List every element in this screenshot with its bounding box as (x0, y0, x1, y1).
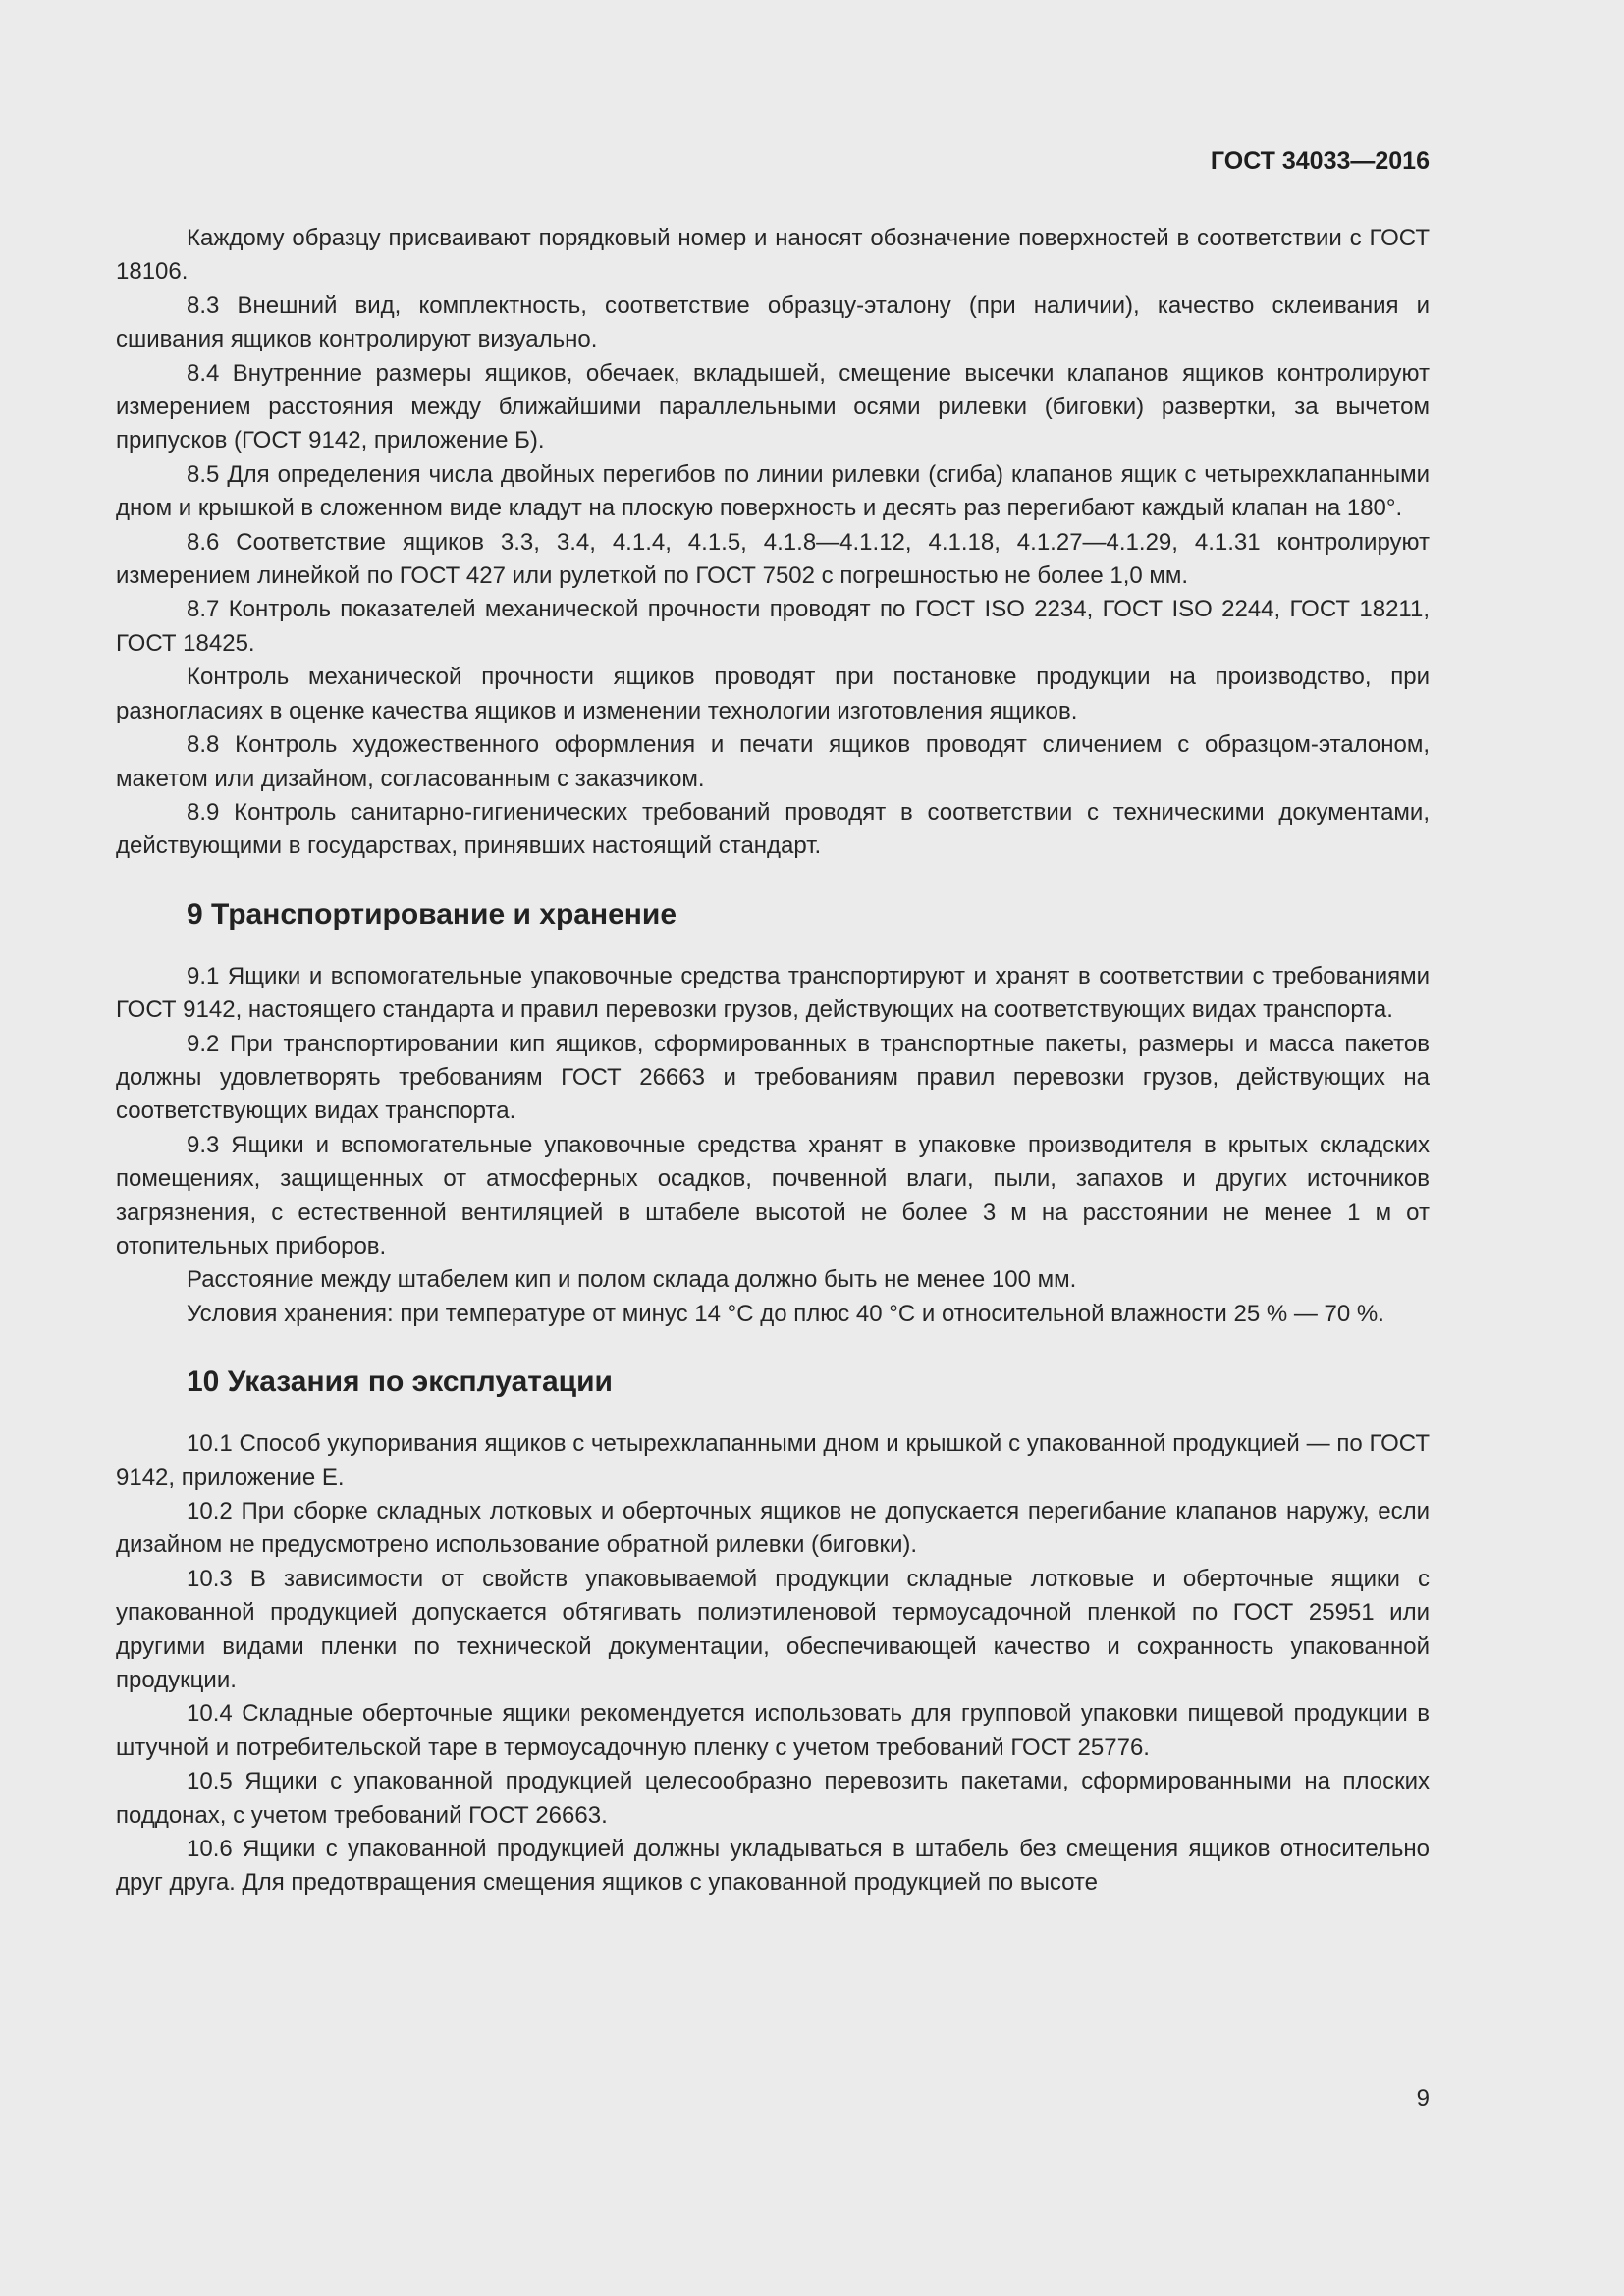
paragraph-8-2-cont: Каждому образцу присваивают порядковый номер и наносят обозначение поверхностей в соответствии с ГОСТ 18106. (116, 225, 1430, 286)
paragraph-10-6: 10.6 Ящики с упакованной продукцией должны укладываться в штабель без смещения ящиков относительно друг друга. Для предотвращения смещения ящиков с упакованной продукцией по высоте (116, 1836, 1430, 1896)
paragraph-10-1: 10.1 Способ укупоривания ящиков с четырехклапанными дном и крышкой с упакованной продукцией — по ГОСТ 9142, приложение Е. (116, 1430, 1430, 1491)
paragraph-8-6: 8.6 Соответствие ящиков 3.3, 3.4, 4.1.4, 4.1.5, 4.1.8—4.1.12, 4.1.18, 4.1.27—4.1.29, 4.1.31 контролируют измерением линейкой по ГОСТ 427 или рулеткой по ГОСТ 7502 с погрешностью не более 1,0 мм. (116, 528, 1430, 590)
paragraph-8-5: 8.5 Для определения числа двойных перегибов по линии рилевки (сгиба) клапанов ящик с четырехклапанными дном и крышкой в сложенном виде кладут на плоскую поверхность и десять раз перегибают каждый клапан на 180°. (116, 460, 1430, 522)
paragraph-10-2: 10.2 При сборке складных лотковых и оберточных ящиков не допускается перегибание клапанов наружу, если дизайном не предусмотрено использование обратной рилевки (биговки). (116, 1498, 1430, 1559)
paragraph-8-3: 8.3 Внешний вид, комплектность, соответствие образцу-эталону (при наличии), качество склеивания и сшивания ящиков контролируют визуально. (116, 292, 1430, 353)
paragraph-9-3-distance: Расстояние между штабелем кип и полом склада должно быть не менее 100 мм. (187, 1266, 1077, 1294)
paragraph-8-4: 8.4 Внутренние размеры ящиков, обечаек, вкладышей, смещение высечки клапанов ящиков контролируют измерением расстояния между ближайшими параллельными осями рилевки (биговки) развертки, за вычетом припусков (ГОСТ 9142, приложение Б). (116, 359, 1430, 454)
paragraph-8-8: 8.8 Контроль художественного оформления и печати ящиков проводят сличением с образцом-эталоном, макетом или дизайном, согласованным с заказчиком. (116, 731, 1430, 792)
section-10-heading: 10 Указания по эксплуатации (187, 1365, 614, 1399)
paragraph-10-5: 10.5 Ящики с упакованной продукцией целесообразно перевозить пакетами, сформированными на плоских поддонах, с учетом требований ГОСТ 26663. (116, 1768, 1430, 1829)
paragraph-8-7: 8.7 Контроль показателей механической прочности проводят по ГОСТ ISO 2234, ГОСТ ISO 2244, ГОСТ 18211, ГОСТ 18425. (116, 596, 1430, 657)
paragraph-9-3-conditions: Условия хранения: при температуре от минус 14 °С до плюс 40 °С и относительной влажности 25 % — 70 %. (187, 1300, 1384, 1327)
paragraph-9-2: 9.2 При транспортировании кип ящиков, сформированных в транспортные пакеты, размеры и масса пакетов должны удовлетворять требованиям ГОСТ 26663 и требованиям правил перевозки грузов, действующих на соответствующих видах транспорта. (116, 1030, 1430, 1125)
section-9-heading: 9 Транспортирование и хранение (187, 897, 677, 931)
paragraph-8-7-cont: Контроль механической прочности ящиков проводят при постановке продукции на производство, при разногласиях в оценке качества ящиков и изменении технологии изготовления ящиков. (116, 664, 1430, 724)
paragraph-10-3: 10.3 В зависимости от свойств упаковываемой продукции складные лотковые и оберточные ящики с упакованной продукцией допускается обтягивать полиэтиленовой термоусадочной пленкой по ГОСТ 25951 или другими видами пленки по технической документации, обеспечивающей качество и сохранность упакованной продукции. (116, 1565, 1430, 1694)
paragraph-9-1: 9.1 Ящики и вспомогательные упаковочные средства транспортируют и хранят в соответствии с требованиями ГОСТ 9142, настоящего стандарта и правил перевозки грузов, действующих на соответствующих видах транспорта. (116, 962, 1430, 1024)
paragraph-9-3: 9.3 Ящики и вспомогательные упаковочные средства хранят в упаковке производителя в крытых складских помещениях, защищенных от атмосферных осадков, почвенной влаги, пыли, запахов и других источников загрязнения, с естественной вентиляцией в штабеле высотой не более 3 м на расстоянии не менее 1 м от отопительных приборов. (116, 1131, 1430, 1259)
paragraph-10-4: 10.4 Складные оберточные ящики рекомендуется использовать для групповой упаковки пищевой продукции в штучной и потребительской таре в термоусадочную пленку с учетом требований ГОСТ 25776. (116, 1700, 1430, 1761)
document-header: ГОСТ 34033—2016 (1210, 147, 1430, 175)
page-content (116, 222, 1430, 1900)
page-number: 9 (1416, 2085, 1430, 2111)
paragraph-8-9: 8.9 Контроль санитарно-гигиенических требований проводят в соответствии с техническими документами, действующими в государствах, принявших настоящий стандарт. (116, 798, 1430, 860)
